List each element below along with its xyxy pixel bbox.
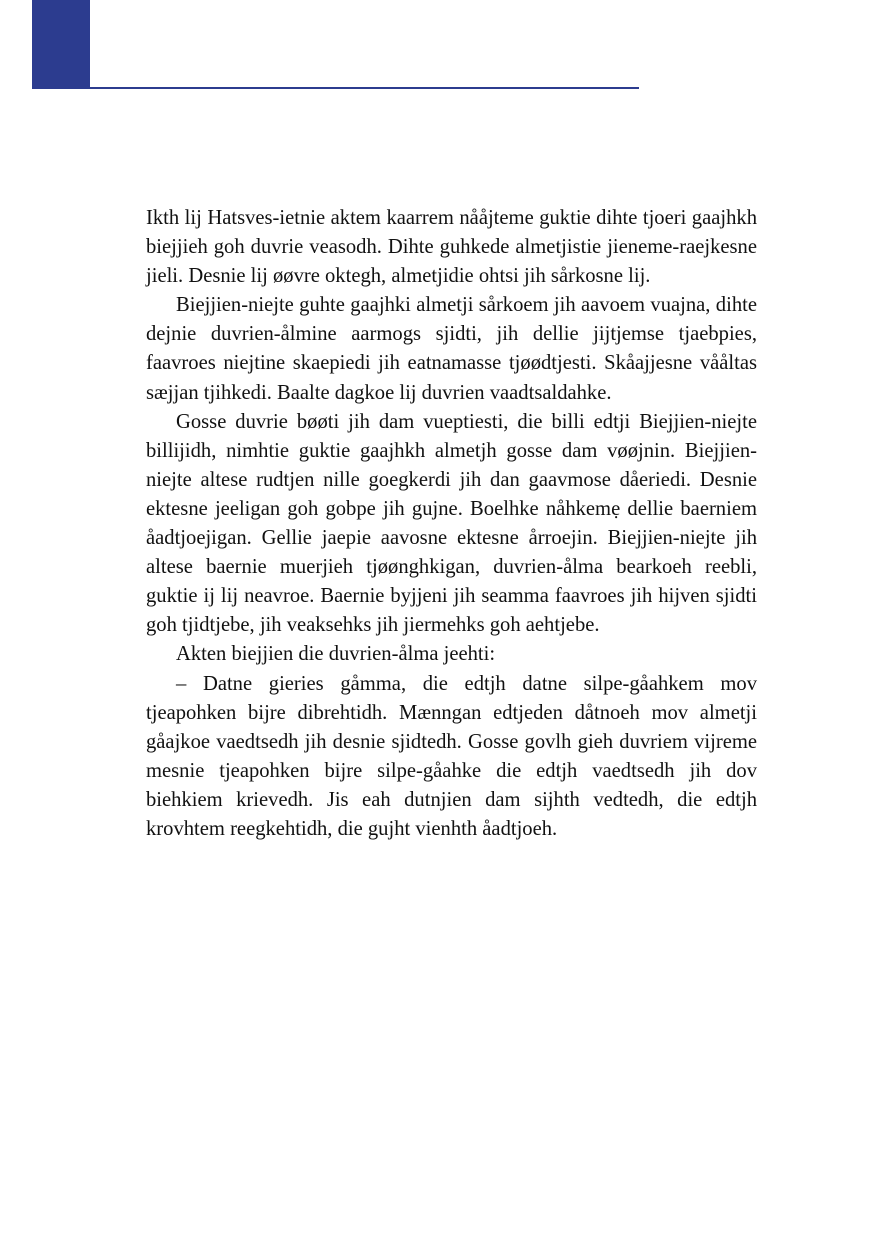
paragraph-1: Ikth lij Hatsves-ietnie aktem kaarrem nååjteme guktie dihte tjoeri gaajhkh biejjieh goh duvrie veasodh. Dihte guhkede almetjistie jieneme-raejkesne jieli. Desnie lij øøvre oktegh, almetjidie ohtsi jih sårkosne lij. [146,207,757,288]
paragraph-3: Gosse duvrie bøøti jih dam vueptiesti, die billi edtji Biejjien-niejte billijidh, nimhtie guktie gaajhkh almetjh gosse dam vøøjnin. Biejjien-niejte altese rudtjen nille goegkerdi jih dan gaavmose dåeriedi. Desnie ektesne jeeligan goh gobpe jih gujne. Boelhke nåhkemẹ dellie baerniem åadtjoejigan. Gellie jaepie aavosne ektesne årroejin. Biejjien-niejte jih altese baernie muerjieh tjøønghkigan, duvrien-ålma bearkoeh reebli, guktie ij lij neavroe. Baernie byjjeni jih seamma faavroes jih hijven sjidti goh tjidtjebe, jih veaksehks jih jiermehks goh aehtjebe. [146,410,757,637]
paragraph-4: Akten biejjien die duvrien-ålma jeehti: [176,643,496,666]
paragraph-5: – Datne gieries gåmma, die edtjh datne silpe-gåahkem mov tjeapohken bijre dibrehtidh. Mænngan edtjeden dåtnoeh mov almetji gåajkoe vaedtsedh jih desnie sjidtedh. Gosse govlh gieh duvriem vijreme mesnie tjeapohken bijre silpe-gåahke die edtjh vaedtsedh jih dov biehkiem krievedh. Jis eah dutnjien dam sijhth vedtedh, die edtjh krovhtem reegkehtidh, die gujht vienhth åadtjoeh. [146,672,757,840]
header-rule [32,87,639,89]
header-color-block [32,0,90,88]
paragraph-2: Biejjien-niejte guhte gaajhki almetji sårkoem jih aavoem vuajna, dihte dejnie duvrien-ålmine aarmogs sjidti, jih dellie jijtjemse tjaebpies, faavroes niejtine skaepiedi jih eatnamasse tjøødtjesti. Skåajjesne vååltas sæjjan tjihkedi. Baalte dagkoe lij duvrien vaadtsaldahke. [146,294,757,404]
body-text [146,204,757,844]
